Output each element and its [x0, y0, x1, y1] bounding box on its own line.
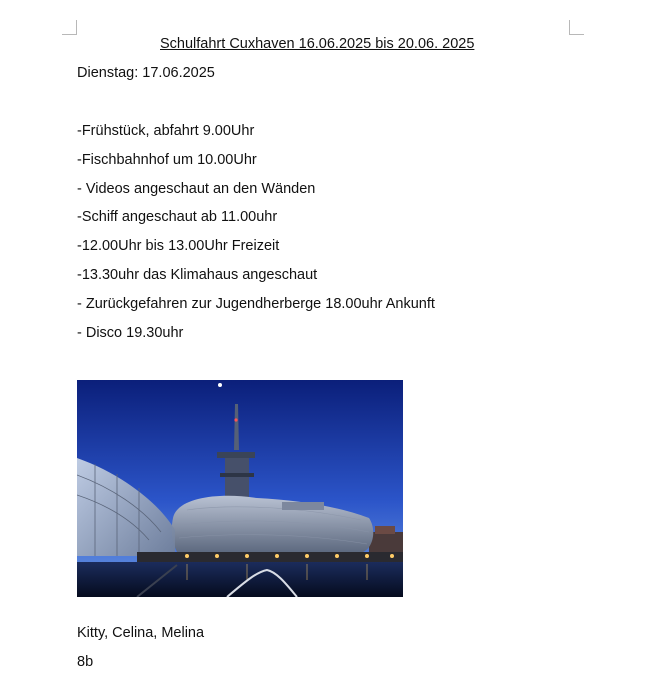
list-item: -13.30uhr das Klimahaus angeschaut — [77, 266, 318, 283]
corner-mark-top-right — [569, 20, 584, 35]
list-item: - Zurückgefahren zur Jugendherberge 18.00uhr Ankunft — [77, 295, 435, 312]
list-item: -Frühstück, abfahrt 9.00Uhr — [77, 123, 255, 139]
document-title: Schulfahrt Cuxhaven 16.06.2025 bis 20.06. 2025 — [160, 36, 475, 52]
class-name: 8b — [77, 654, 94, 670]
klimahaus-photo — [77, 380, 403, 597]
list-item: - Disco 19.30uhr — [77, 324, 184, 341]
corner-mark-top-left — [62, 20, 77, 35]
authors: Kitty, Celina, Melina — [77, 625, 205, 641]
list-item: - Videos angeschaut an den Wänden — [77, 180, 316, 197]
list-item: -Schiff angeschaut ab 11.00uhr — [77, 209, 278, 226]
moon-icon — [218, 383, 222, 387]
list-item: -Fischbahnhof um 10.00Uhr — [77, 151, 257, 168]
schedule-list — [77, 122, 435, 352]
list-item: -12.00Uhr bis 13.00Uhr Freizeit — [77, 238, 280, 255]
date-line: Dienstag: 17.06.2025 — [77, 65, 215, 81]
